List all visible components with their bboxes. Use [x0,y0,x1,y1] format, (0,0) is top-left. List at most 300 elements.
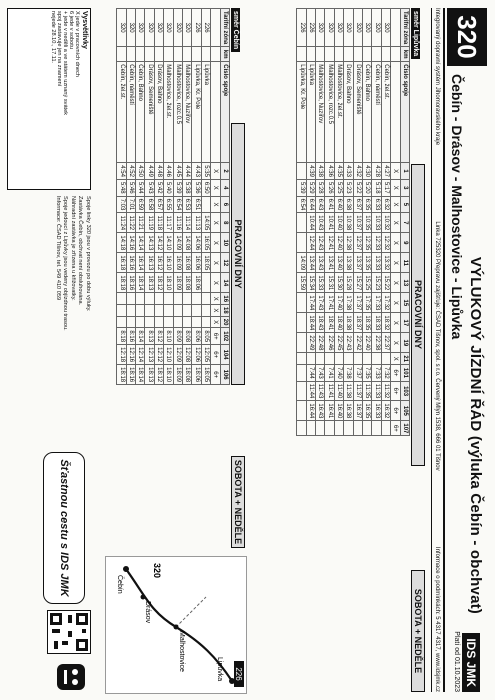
table-row [306,9,315,436]
time-cell: 4:50 [136,163,145,180]
time-cell [136,316,145,328]
stop-name: Malhostovice, Nuzířov [183,62,192,163]
legend-title: Vysvětlivky [81,11,88,49]
km-cell [306,47,315,62]
table-row [353,9,362,436]
time-cell: 5:44 [136,179,145,196]
time-cell: 15:34 [306,273,315,293]
note-line: Spoje jedoucí z Lipůvky jsou vedeny objízdnou trasou. [62,196,69,331]
qr-module [54,641,58,649]
time-cell: 12:32 [381,233,390,253]
zone-cell: 320 [344,9,353,47]
time-cell [381,353,390,365]
info-left: Integrovaný dopravní systém Jihomoravského kraje [434,8,441,146]
section-workdays-2: PRACOVNÍ DNY [231,123,245,385]
km-cell [344,47,353,62]
time-cell [297,401,306,421]
time-cell: 12:08 [183,345,192,365]
time-cell: 4:39 [306,163,315,180]
time-cell: 10:44 [306,213,315,233]
time-cell [192,305,201,317]
trip-number: 9 [400,233,409,253]
time-cell: 14:10 [164,233,173,253]
time-cell: 17:41 [325,293,334,313]
qr-finder-inner [79,642,85,648]
time-cell: 6:58 [145,196,154,213]
time-cell: 11:44 [306,381,315,401]
time-cell: 12:40 [334,233,343,253]
time-cell: 4:44 [183,163,192,180]
mascot-eye [72,669,78,675]
time-cell: 12:35 [363,233,372,253]
time-cell: 16:08 [183,253,192,273]
time-cell: 7:40 [334,365,343,382]
time-cell: 7:41 [325,365,334,382]
valid-from: Platí od 01.10.2023 [453,631,461,692]
time-cell: 12:37 [353,233,362,253]
ids-jmk-logo: IDS JMK [463,633,481,692]
time-cell: 12:12 [154,345,163,365]
table-row [192,9,201,385]
km-cell [164,47,173,62]
blank-cell [391,9,400,47]
time-cell [154,305,163,317]
time-cell: 4:38 [316,163,325,180]
time-cell: 7:01 [126,196,135,213]
time-cell: 6:41 [325,196,334,213]
time-cell: 11:18 [154,213,163,233]
trip-note: 6+ [391,365,400,382]
time-cell [183,305,192,317]
time-cell: 7:38 [344,365,353,382]
time-cell: 13:41 [325,253,334,273]
time-cell: 22:42 [353,333,362,353]
time-cell: 11:14 [183,213,192,233]
time-cell [334,353,343,365]
time-cell: 10:37 [353,213,362,233]
mascot-svg [51,660,91,694]
trip-number: 15 [400,293,409,313]
trip-note: 6+ [391,421,400,436]
time-cell [192,293,201,305]
note-line: Zastávka Čebín, obchvat není obsluhována. [77,196,84,306]
zone-cell: 320 [164,9,173,47]
notes [7,196,91,446]
info-right: Informace o podmínkách: 5 4317 4317, www.idsjmk.cz [434,546,441,692]
time-cell: 18:38 [344,313,353,333]
zone-cell: 320 [353,9,362,47]
time-cell [297,213,306,233]
time-cell: 18:18 [117,273,126,293]
time-cell: 16:37 [353,401,362,421]
time-cell [306,353,315,365]
time-cell: 8:12 [154,328,163,345]
time-cell: 18:40 [334,313,343,333]
time-cell: 14:06 [192,233,201,253]
trip-number: 105 [400,401,409,421]
zone-cell: 320 [117,9,126,47]
time-cell: 22:46 [325,333,334,353]
time-cell [126,293,135,305]
time-cell: 18:32 [381,313,390,333]
table-row [316,9,325,436]
time-cell: 18:10 [164,365,173,385]
map-label-lipuvka: Lipůvka [216,657,223,682]
map-label-malhostovice: Malhostovice [178,631,185,672]
time-cell: 18:08 [183,273,192,293]
trip-note: X [211,293,220,305]
time-cell [363,421,372,436]
info-bar [431,8,443,692]
time-cell: 7:43 [316,365,325,382]
map-label-zone-320: 320 [152,563,162,579]
time-cell: 8:09 [173,328,182,345]
time-cell: 14:18 [117,233,126,253]
time-cell: 18:06 [192,273,201,293]
time-cell [145,293,154,305]
time-cell: 16:44 [306,401,315,421]
time-cell: 18:05 [201,253,210,273]
time-cell: 17:32 [381,293,390,313]
zone-cell: 320 [173,9,182,47]
section-workdays-1: PRACOVNÍ DNY [411,164,425,466]
time-cell: 16:13 [145,253,154,273]
time-cell: 18:16 [126,273,135,293]
time-cell: 8:14 [136,328,145,345]
time-cell [154,293,163,305]
time-cell: 6:57 [154,196,163,213]
time-cell: 4:28 [372,163,381,180]
legend [7,8,91,190]
km-cell [183,47,192,62]
time-cell: 7:33 [372,365,381,382]
qr-module [82,629,86,633]
time-cell: 17:33 [372,293,381,313]
map-stop-cebin [123,566,129,572]
time-cell: 5:29 [306,179,315,196]
blank-cell [211,47,220,62]
time-cell: 18:09 [173,365,182,385]
trip-number: 103 [400,381,409,401]
km-cell [381,47,390,62]
blank-cell [211,62,220,163]
time-cell [201,305,210,317]
table-row [344,9,353,436]
table-row [201,9,210,385]
time-cell: 8:16 [126,328,135,345]
time-cell: 18:37 [353,313,362,333]
blank-cell [391,47,400,62]
zone-cell: 320 [136,9,145,47]
zone-cell: 320 [126,9,135,47]
time-cell: 12:06 [192,345,201,365]
col-header-km: km [400,47,409,62]
table-row [334,9,343,436]
time-cell: 11:24 [117,213,126,233]
km-cell [145,47,154,62]
trip-note: X [391,213,400,233]
time-cell: 8:08 [183,328,192,345]
time-cell [201,273,210,293]
time-cell: 22:48 [316,333,325,353]
qr-code[interactable] [47,610,91,654]
trip-note: X [391,233,400,253]
stop-name: Čebín, náměstí [372,62,381,163]
trip-number: 10 [220,233,229,253]
time-cell [117,305,126,317]
trip-note: X [391,179,400,196]
section-weekend-1: SOBOTA + NEDĚLE [411,570,425,692]
table-row [183,9,192,385]
time-cell: 5:48 [117,179,126,196]
trip-number: 13 [400,273,409,293]
time-cell: 4:33 [344,163,353,180]
slogan-box [43,452,85,604]
stop-name: Čebín, Bahno [363,62,372,163]
time-cell [297,353,306,365]
time-cell [173,316,182,328]
time-cell: 16:09 [173,253,182,273]
time-cell: 18:10 [164,273,173,293]
time-cell: 17:37 [353,293,362,313]
zone-cell: 226 [306,9,315,47]
trip-number: 21 [400,353,409,365]
note-line: Informace: ČSAD Tišnov, tel. 549 410 059 [54,196,61,301]
stop-name: Čebín, náměstí [126,62,135,163]
time-cell: 17:35 [363,293,372,313]
sub-title: Čebín - Drásov - Malhostovice - Lipůvka [449,74,466,340]
time-cell: 17:38 [344,293,353,313]
time-cell: 7:35 [363,365,372,382]
time-cell: 15:28 [344,273,353,293]
time-cell: 6:44 [306,196,315,213]
qr-module [62,641,68,645]
km-cell [316,47,325,62]
zone-cell: 226 [192,9,201,47]
stop-name: Drásov, Semeniště [353,62,362,163]
detour-line [176,597,206,627]
zone-cell: 320 [325,9,334,47]
time-cell: 14:09 [173,233,182,253]
km-cell [154,47,163,62]
time-cell: 16:43 [316,401,325,421]
trip-note: X [211,316,220,328]
km-cell [372,47,381,62]
time-cell [353,421,362,436]
time-cell: 6:50 [201,179,210,196]
time-cell: 16:06 [192,253,201,273]
table-row [325,9,334,436]
time-cell: 10:38 [344,213,353,233]
time-cell: 11:43 [316,381,325,401]
time-cell [201,293,210,305]
trip-note: X [211,196,220,213]
time-cell: 13:37 [353,253,362,273]
time-cell: 8:18 [117,328,126,345]
col-header-km: km [220,47,229,62]
km-cell [126,47,135,62]
time-cell: 16:16 [126,253,135,273]
time-cell: 16:40 [334,401,343,421]
time-cell: 6:54 [297,196,306,213]
time-cell [363,353,372,365]
time-cell: 14:09 [297,253,306,273]
time-cell [325,421,334,436]
trip-number: 106 [220,365,229,385]
time-cell: 12:14 [136,345,145,365]
trip-number: 2 [220,163,229,180]
stop-name: Čebín, žel.st. [381,62,390,163]
time-cell: 12:13 [145,345,154,365]
zone-cell: 320 [381,9,390,47]
time-cell: 18:43 [316,313,325,333]
time-cell: 4:35 [334,163,343,180]
time-cell: 11:17 [164,213,173,233]
stop-name: Čebín, Bahno [136,62,145,163]
map-label-cebin: Čebín [116,575,123,594]
mascot-eye [72,679,78,685]
time-cell [183,316,192,328]
time-cell: 7:32 [381,365,390,382]
line-number-badge: 320 [447,8,487,66]
trip-number: 5 [400,196,409,213]
time-cell [306,421,315,436]
time-cell: 16:32 [381,401,390,421]
time-cell: 22:45 [334,333,343,353]
stop-name: Malhostovice, žel.st. [164,62,173,163]
time-cell: 6:40 [334,196,343,213]
time-cell: 5:43 [145,179,154,196]
trip-note: X [211,213,220,233]
zone-cell: 320 [363,9,372,47]
col-header-trip-label: Číslo spoje [220,62,229,163]
trip-number: 102 [220,328,229,345]
time-cell: 12:44 [306,233,315,253]
legend-item: spoj zastavuje jen na znamení [56,11,62,87]
time-cell: 5:17 [381,179,390,196]
time-cell [353,353,362,365]
time-cell: 6:43 [316,196,325,213]
time-cell [297,365,306,382]
time-cell: 4:52 [126,163,135,180]
time-cell: 11:33 [372,381,381,401]
time-cell [173,293,182,305]
trip-note: X [391,353,400,365]
table-row [363,9,372,436]
time-cell [164,293,173,305]
qr-module [52,629,60,633]
stop-name: Drásov, Bahno [344,62,353,163]
time-cell [126,305,135,317]
header [443,8,489,692]
trip-note: X [211,305,220,317]
time-cell [297,163,306,180]
table-row [297,9,306,436]
note-line: Náhradní zastávka je zřízena u křižovatky. [69,196,76,301]
time-cell: 18:44 [306,313,315,333]
trip-note: 6+ [211,345,220,365]
col-header-zone: Tarifní zóna [400,9,409,47]
time-cell: 6:37 [353,196,362,213]
time-cell: 16:33 [372,401,381,421]
time-cell: 5:25 [334,179,343,196]
zone-cell: 226 [201,9,210,47]
stop-name: Malhostovice, Nuzířov [316,62,325,163]
time-cell: 5:26 [325,179,334,196]
legend-item: X jede v pracovních dnech [74,11,80,77]
trip-number: 12 [220,253,229,273]
qr-module [68,631,72,637]
time-cell: 16:14 [136,253,145,273]
table-row [372,9,381,436]
trip-note: X [391,163,400,180]
map-stop-drasov [141,595,146,600]
time-cell: 10:43 [316,213,325,233]
trip-number: 16 [220,293,229,305]
time-cell: 13:33 [372,253,381,273]
time-cell: 14:16 [126,233,135,253]
time-cell: 11:38 [344,381,353,401]
mascot-body [57,664,85,690]
time-cell: 18:33 [372,313,381,333]
table-row [381,9,390,436]
info-middle: Linka 725320 Přepravu zajišťuje: ČSAD Tišnov, spol. s r.o. Červený Mlýn 1538, 666 01 Tišnov [434,221,441,471]
time-cell: 6:38 [344,196,353,213]
stop-name: Čebín, žel.st. [117,62,126,163]
time-cell: 18:13 [145,365,154,385]
header-row [400,9,409,436]
table-row [126,9,135,385]
slogan-text: Šťastnou cestu s IDS JMK [58,459,70,597]
time-cell [344,421,353,436]
time-cell: 14:08 [183,233,192,253]
note-line: Spoje linky 320 jsou v provozu po dobu výluky. [85,196,91,312]
time-cell [117,293,126,305]
time-cell [164,316,173,328]
header-row [220,9,229,385]
time-cell: 5:35 [201,163,210,180]
table-row [164,9,173,385]
time-cell: 7:03 [117,196,126,213]
time-cell: 16:12 [154,253,163,273]
trip-number: 4 [220,179,229,196]
time-cell: 4:43 [192,163,201,180]
time-cell: 4:45 [173,163,182,180]
time-cell [316,353,325,365]
time-cell: 15:59 [297,273,306,293]
time-cell: 6:54 [173,196,182,213]
trip-note: X [211,233,220,253]
time-cell: 11:40 [334,381,343,401]
trip-number: 8 [220,213,229,233]
time-cell: 15:31 [325,273,334,293]
time-cell: 5:38 [183,179,192,196]
time-cell [325,353,334,365]
zone-cell: 320 [316,9,325,47]
qr-finder-inner [53,616,59,622]
trip-number: 17 [400,313,409,333]
time-cell: 12:10 [164,345,173,365]
timetable-table-2 [116,8,230,385]
time-cell: 12:16 [126,345,135,365]
time-cell: 10:32 [381,213,390,233]
time-cell: 4:54 [117,163,126,180]
time-cell: 22:49 [306,333,315,353]
time-cell: 14:05 [201,213,210,233]
col-header-zone: Tarifní zóna [220,9,229,47]
time-cell [126,316,135,328]
trip-note: 6+ [211,328,220,345]
